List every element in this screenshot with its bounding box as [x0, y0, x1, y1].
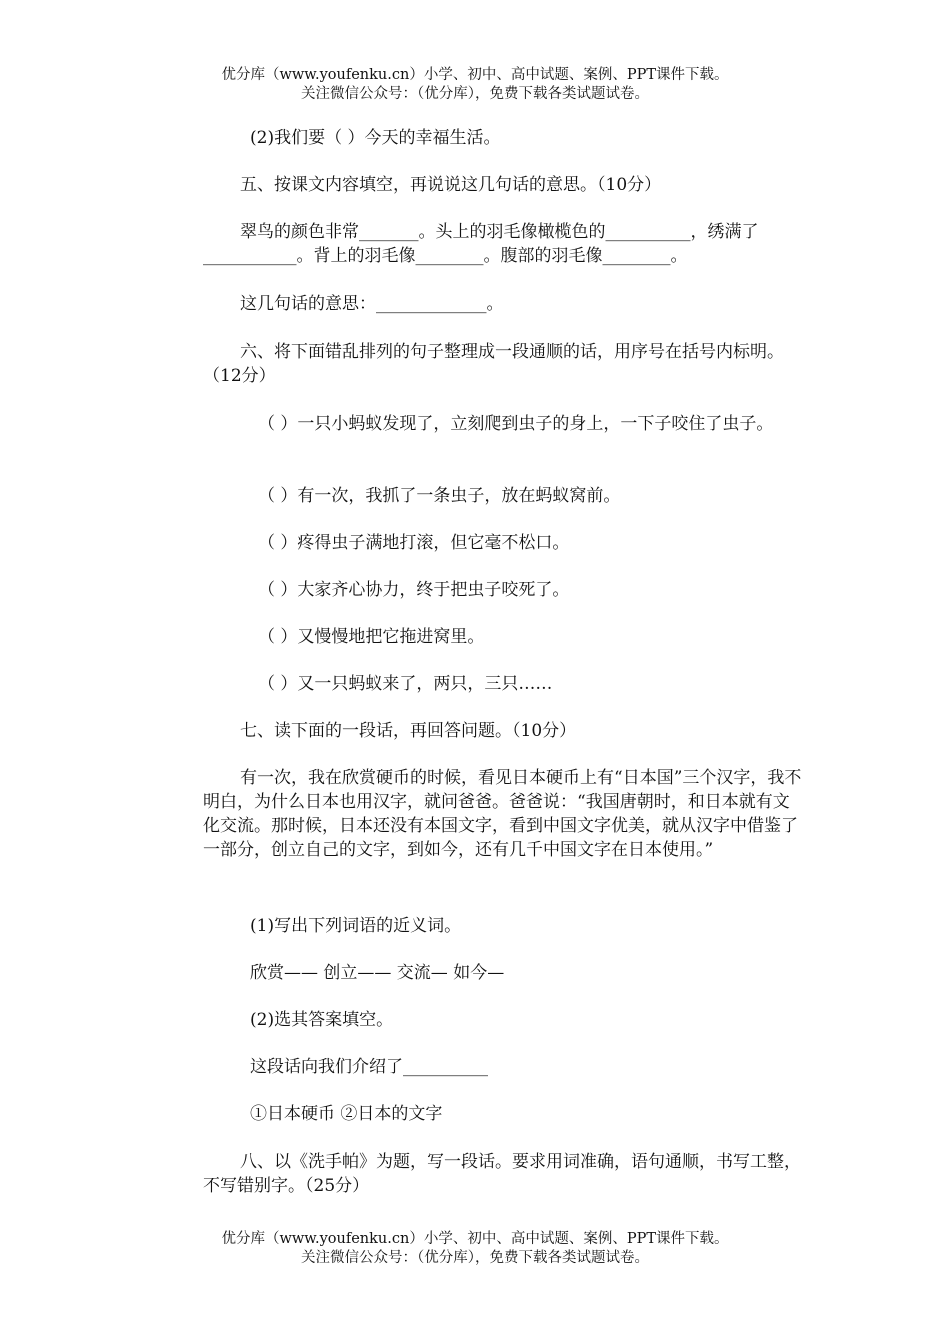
- page-footer: [0, 1230, 950, 1268]
- q5-fill-text: 翠鸟的颜色非常_______。头上的羽毛像橄榄色的__________，绣满了___________。背上的羽毛像________。腹部的羽毛像________。: [203, 222, 759, 266]
- q6-sentence-1: （ ）一只小蚂蚁发现了，立刻爬到虫子的身上，一下子咬住了虫子。: [258, 414, 774, 434]
- q6-sentence-5: （ ）又慢慢地把它拖进窝里。: [258, 627, 485, 647]
- q6-sentence-6: （ ）又一只蚂蚁来了，两只，三只……: [258, 674, 553, 694]
- q6-sentence-2: （ ）有一次，我抓了一条虫子，放在蚂蚁窝前。: [258, 486, 621, 506]
- q7-sub1-words: 欣赏—— 创立—— 交流— 如今—: [250, 963, 505, 983]
- page-header: [0, 66, 950, 104]
- q6-sentence-3: （ ）疼得虫子满地打滚，但它毫不松口。: [258, 533, 570, 553]
- q7-sub2-options: ①日本硬币 ②日本的文字: [250, 1104, 443, 1124]
- q6-sentence-4: （ ）大家齐心协力，终于把虫子咬死了。: [258, 580, 570, 600]
- q5-meaning: 这几句话的意思：_____________。: [240, 294, 504, 314]
- q7-sub1-title: (1)写出下列词语的近义词。: [250, 916, 462, 936]
- footer-line-2: 关注微信公众号：（优分库），免费下载各类试题试卷。: [301, 1250, 649, 1266]
- q7-sub2-fill: 这段话向我们介绍了__________: [250, 1057, 488, 1077]
- q7-sub2-title: (2)选其答案填空。: [250, 1010, 394, 1030]
- footer-line-1: 优分库（www.youfenku.cn）小学、初中、高中试题、案例、PPT课件下载。: [221, 1231, 729, 1247]
- q4-item-2: (2)我们要（ ）今天的幸福生活。: [250, 128, 501, 148]
- q8-title: 八、以《洗手帕》为题，写一段话。要求用词准确，语句通顺，书写工整，不写错别字。（25分）: [203, 1152, 801, 1196]
- q6-title: 六、将下面错乱排列的句子整理成一段通顺的话，用序号在括号内标明。（12分）: [203, 342, 784, 386]
- q5-title: 五、按课文内容填空，再说说这几句话的意思。（10分）: [240, 175, 662, 195]
- q7-title: 七、读下面的一段话，再回答问题。（10分）: [240, 721, 577, 741]
- q7-passage: 有一次，我在欣赏硬币的时候，看见日本硬币上有“日本国”三个汉字，我不明白，为什么日本也用汉字，就问爸爸。爸爸说：“我国唐朝时，和日本就有文化交流。那时候，日本还没有本国文字，看到中国文字优美，就从汉字中借鉴了一部分，创立自己的文字，到如今，还有几千中国文字在日本使用。”: [203, 768, 802, 860]
- header-line-2: 关注微信公众号：（优分库），免费下载各类试题试卷。: [301, 86, 649, 102]
- header-line-1: 优分库（www.youfenku.cn）小学、初中、高中试题、案例、PPT课件下载。: [221, 67, 729, 83]
